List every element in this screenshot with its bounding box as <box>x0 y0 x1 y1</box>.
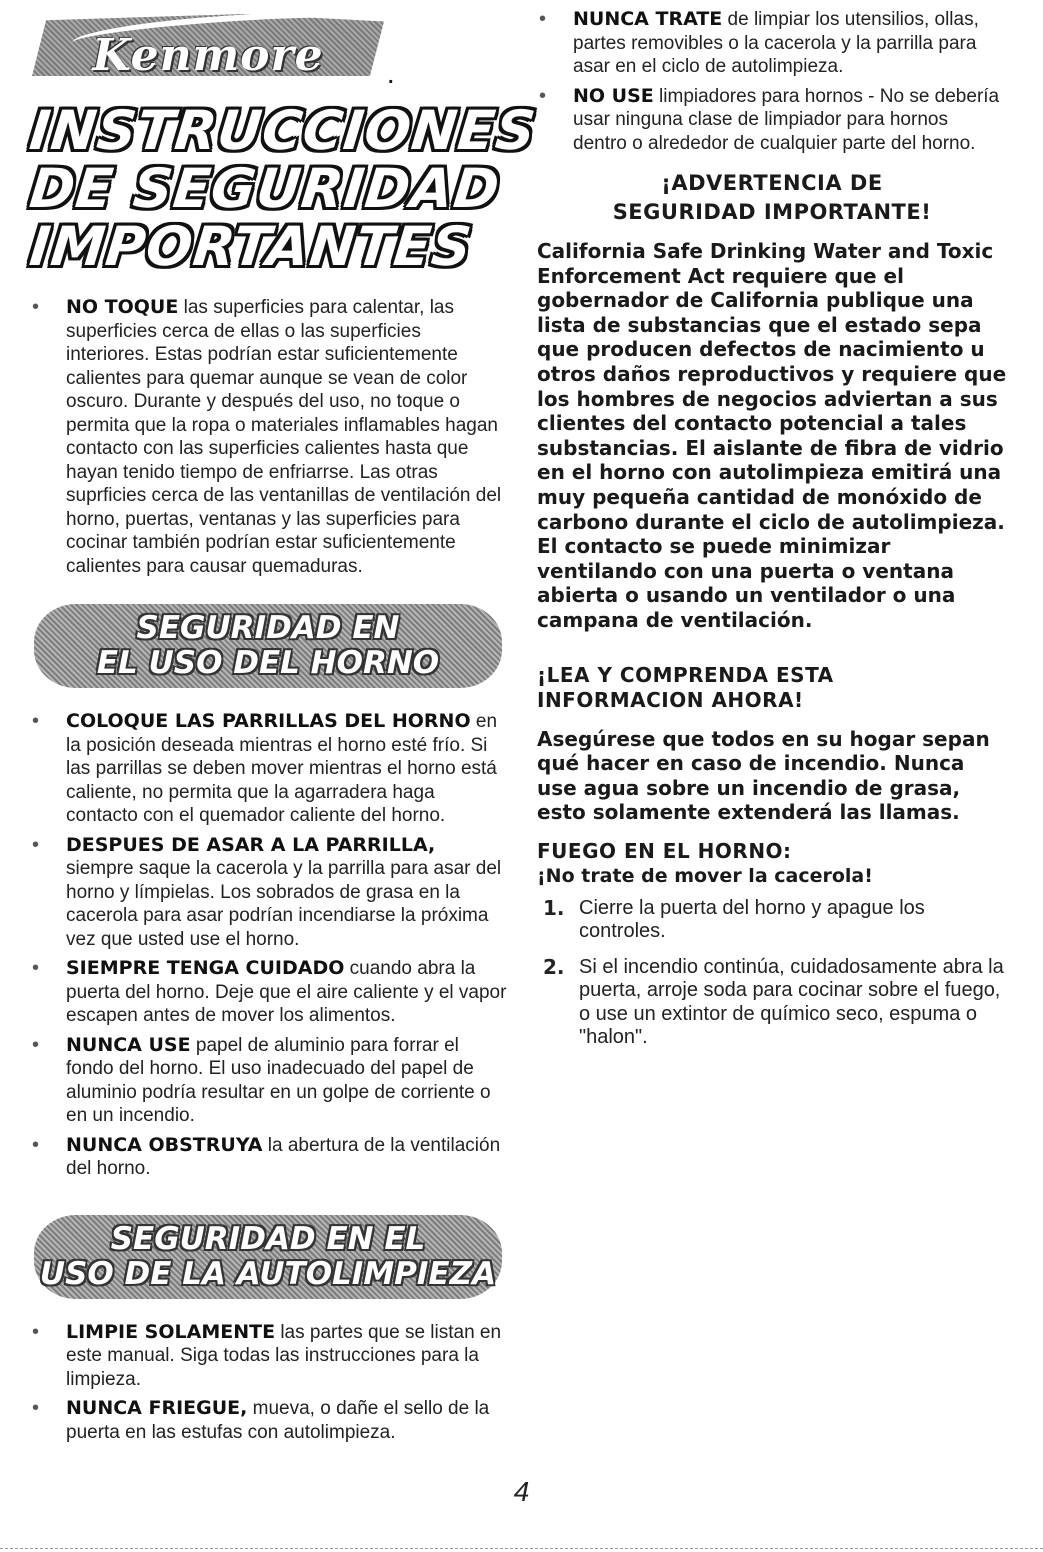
banner-line: EL USO DEL HORNO <box>96 645 440 681</box>
read-heading <box>537 663 1007 713</box>
safety-list-general <box>30 296 508 578</box>
kenmore-logo <box>32 14 394 88</box>
fire-subheading: ¡No trate de mover la cacerola! <box>537 864 873 887</box>
page-number: 4 <box>513 1476 530 1507</box>
safety-list-oven <box>30 710 508 1181</box>
read-heading-line: INFORMACION AHORA! <box>537 687 804 712</box>
item-lead: DESPUES DE ASAR A LA PARRILLA, <box>66 833 436 856</box>
item-text: la abertura de la ventilación del horno. <box>66 1134 501 1179</box>
safety-list-cleaning <box>537 8 1007 155</box>
logo-suffix: . <box>388 66 394 88</box>
list-item <box>30 1397 508 1444</box>
item-lead: NUNCA TRATE <box>573 8 723 30</box>
bullet-icon: • <box>32 710 40 732</box>
banner-line: SEGURIDAD EN EL <box>110 1220 426 1257</box>
step-number: 1. <box>543 895 565 920</box>
list-item <box>30 1321 508 1392</box>
banner-line: SEGURIDAD EN <box>136 610 400 646</box>
list-item <box>30 957 508 1028</box>
bullet-icon: • <box>32 833 40 856</box>
step-text: Si el incendio continúa, cuidadosamente abra la puerta, arroje soda para cocinar sobre el fuego, o use un extintor de químico seco, espuma o "halon". <box>579 955 1004 1049</box>
item-text: las partes que se listan en este manual. Siga todas las instrucciones para la limpieza. <box>66 1321 502 1390</box>
item-text: de limpiar los utensilios, ollas, partes removibles o la cacerola y la parrilla para asar en el ciclo de autolimpieza. <box>573 9 979 77</box>
page-title <box>26 99 540 278</box>
bullet-icon: • <box>32 1320 40 1343</box>
item-lead: NUNCA FRIEGUE, <box>66 1397 248 1419</box>
warning-heading-line: SEGURIDAD IMPORTANTE! <box>612 200 932 224</box>
list-item <box>30 296 508 578</box>
title-line: IMPORTANTES <box>26 215 476 278</box>
list-item <box>30 1134 508 1181</box>
title-line: DE SEGURIDAD <box>26 157 503 220</box>
read-body: Asegúrese que todos en su hogar sepan qué hacer en caso de incendio. Nunca use agua sobre un incendio de grasa, esto solamente extenderá las llamas. <box>537 726 990 825</box>
item-text: cuando abra la puerta del horno. Deje que el aire caliente y el vapor escapen antes de mover los alimentos. <box>66 958 507 1026</box>
read-heading-line: ¡LEA Y COMPRENDA ESTA <box>537 662 834 687</box>
item-text: en la posición deseada mientras el horno esté frío. Si las parrillas se deben mover mientras el horno está caliente, no permita que la agarradera haga contacto con el quemador caliente del horno. <box>66 711 498 826</box>
fire-heading: FUEGO EN EL HORNO: <box>537 838 792 863</box>
step-item <box>537 897 1007 944</box>
bullet-icon: • <box>32 957 40 979</box>
item-lead: NO USE <box>573 84 654 107</box>
step-item <box>537 956 1007 1050</box>
banner-line: USO DE LA AUTOLIMPIEZA <box>39 1255 497 1292</box>
bullet-icon: • <box>32 296 40 318</box>
list-item <box>30 710 508 828</box>
bullet-icon: • <box>539 84 547 107</box>
bullet-icon: • <box>32 1397 40 1419</box>
bullet-icon: • <box>32 1033 40 1056</box>
warning-heading-line: ¡ADVERTENCIA DE <box>661 171 883 195</box>
item-lead: COLOQUE LAS PARRILLAS DEL HORNO <box>66 710 471 732</box>
item-lead: SIEMPRE TENGA CUIDADO <box>66 957 345 979</box>
right-column <box>537 8 1007 1062</box>
bullet-icon: • <box>539 8 547 30</box>
section-banner-self-clean <box>34 1215 502 1299</box>
step-number: 2. <box>543 954 565 979</box>
warning-body: California Safe Drinking Water and Toxic Enforcement Act requiere que el gobernador de California publique una lista de substancias que el estado sepa que producen defectos de nacimiento u otros daños reproductivos y requiere que los hombres de negocios adviertan a sus clientes del contacto potencial a tales substancias. El aislante de fibra de vidrio en el horno con autolimpieza emitirá una muy pequeña cantidad de monóxido de carbono durante el ciclo de autolimpieza. El contacto se puede minimizar ventilando con una puerta o ventana abierta o usando un ventilador o una campana de ventilación. <box>537 239 1007 632</box>
section-banner-oven-use <box>34 604 502 688</box>
warning-heading <box>537 169 1007 227</box>
list-item <box>30 834 508 952</box>
logo-text: Kenmore <box>92 30 324 81</box>
item-lead: NUNCA OBSTRUYA <box>66 1133 263 1156</box>
list-item <box>30 1034 508 1128</box>
left-column <box>26 14 540 1450</box>
item-text: las superficies para calentar, las superficies cerca de ellas o las superficies interiores. Estas podrían estar suficientemente calientes para quemar aunque se vean de color oscuro. Durante y después del uso, no toque o permita que la ropa o materiales inflamables hagan contacto con las superficies calientes hasta que hayan tenido tiempo de enfriarrse. Las otras suprficies cerca de las ventanillas de ventilación del horno, puertas, ventanas y las superficies para cocinar también podrían estar suficientemente calientes para causar quemaduras. <box>66 297 502 577</box>
step-text: Cierre la puerta del horno y apague los controles. <box>579 896 925 943</box>
item-text: siempre saque la cacerola y la parrilla para asar del horno y límpielas. Los sobrados de grasa en la cacerola para asar podrían incendiarse la próxima vez que usted use el horno. <box>66 858 502 950</box>
fire-steps <box>537 897 1007 1050</box>
item-text: limpiadores para hornos - No se debería usar ninguna clase de limpiador para hornos dentro o alrededor de cualquier parte del horno. <box>573 85 1000 154</box>
list-item <box>537 8 1007 79</box>
item-lead: LIMPIE SOLAMENTE <box>66 1320 276 1343</box>
title-line: INSTRUCCIONES <box>26 99 540 162</box>
list-item <box>537 85 1007 156</box>
item-lead: NUNCA USE <box>66 1033 191 1056</box>
bottom-rule <box>0 1548 1043 1549</box>
item-text: papel de aluminio para forrar el fondo del horno. El uso inadecuado del papel de aluminio podría resultar en un golpe de corriente o en un incendio. <box>66 1034 491 1126</box>
safety-list-self-clean <box>30 1321 508 1445</box>
bullet-icon: • <box>32 1133 40 1156</box>
item-lead: NO TOQUE <box>66 296 179 318</box>
item-text: mueva, o dañe el sello de la puerta en las estufas con autolimpieza. <box>66 1398 490 1443</box>
